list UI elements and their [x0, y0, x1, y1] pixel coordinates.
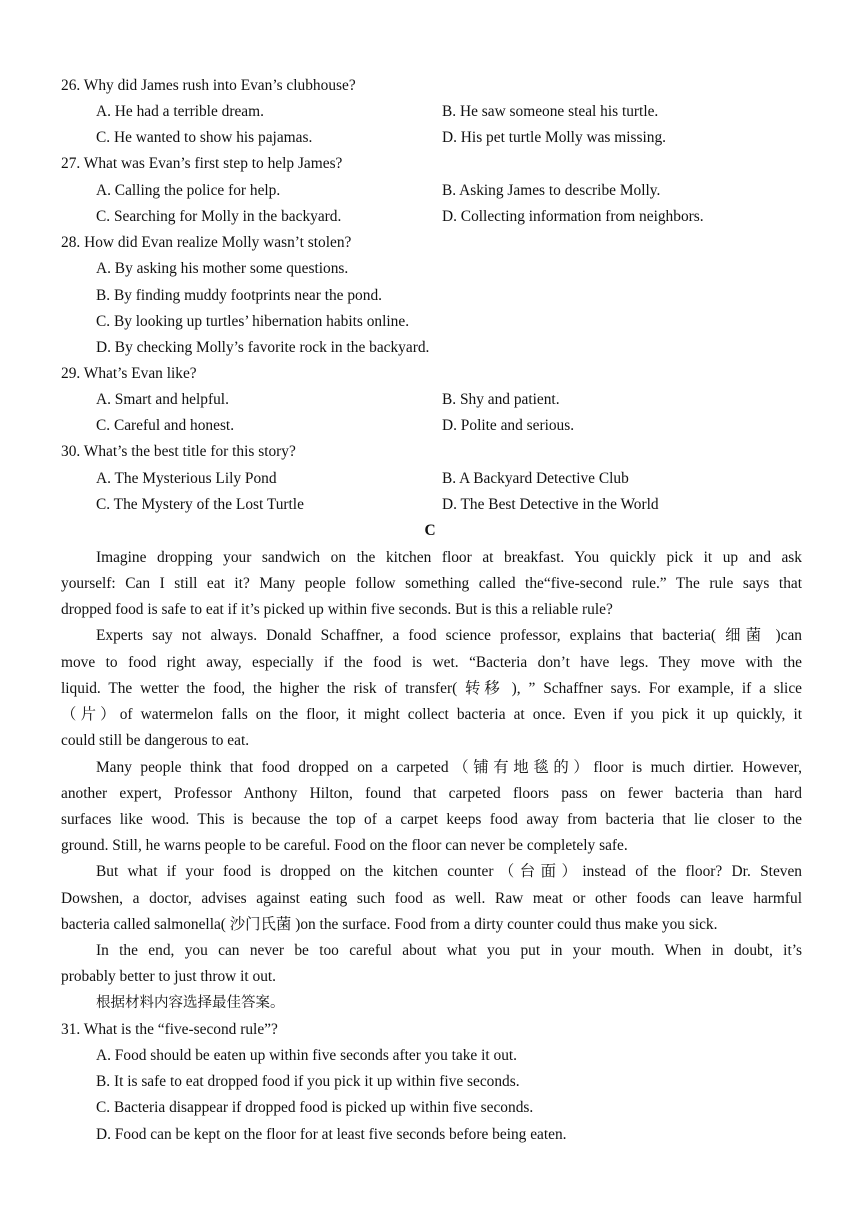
question-28-option-b: B. By finding muddy footprints near the pond. [96, 287, 382, 304]
question-31-option-c: C. Bacteria disappear if dropped food is picked up within five seconds. [96, 1099, 534, 1116]
question-27-option-b: B. Asking James to describe Molly. [442, 182, 661, 199]
question-30-option-d: D. The Best Detective in the World [442, 496, 659, 513]
passage-line: Imagine dropping your sandwich on the kitchen floor at breakfast. You quickly pick it up and ask [96, 549, 802, 566]
question-30-option-b: B. A Backyard Detective Club [442, 470, 629, 487]
question-26-option-c: C. He wanted to show his pajamas. [96, 129, 313, 146]
question-26-option-a: A. He had a terrible dream. [96, 103, 264, 120]
question-28-option-a: A. By asking his mother some questions. [96, 260, 349, 277]
passage-line: But what if your food is dropped on the kitchen counter（台面）instead of the floor? Dr. Steven [96, 863, 802, 880]
question-27-option-a: A. Calling the police for help. [96, 182, 281, 199]
question-26-stem: 26. Why did James rush into Evan’s clubhouse? [61, 77, 356, 94]
passage-line: In the end, you can never be too careful about what you put in your mouth. When in doubt, it’s [96, 942, 802, 959]
question-30-option-a: A. The Mysterious Lily Pond [96, 470, 277, 487]
question-30-option-c: C. The Mystery of the Lost Turtle [96, 496, 304, 513]
passage-line: could still be dangerous to eat. [61, 732, 250, 749]
passage-line: （片）of watermelon falls on the floor, it might collect bacteria at once. Even if you pick it up quickly, it [61, 706, 802, 723]
passage-line: surfaces like wood. This is because the top of a carpet keeps food away from bacteria that lie closer to the [61, 811, 802, 828]
question-27-option-d: D. Collecting information from neighbors. [442, 208, 704, 225]
question-29-option-a: A. Smart and helpful. [96, 391, 229, 408]
question-29-stem: 29. What’s Evan like? [61, 365, 197, 382]
question-29-option-d: D. Polite and serious. [442, 417, 575, 434]
question-27-stem: 27. What was Evan’s first step to help James? [61, 155, 343, 172]
passage-line: dropped food is safe to eat if it’s picked up within five seconds. But is this a reliable rule? [61, 601, 613, 618]
passage-line: Dowshen, a doctor, advises against eating such food as well. Raw meat or other foods can leave harmful [61, 890, 802, 907]
question-29-option-c: C. Careful and honest. [96, 417, 235, 434]
question-31-option-d: D. Food can be kept on the floor for at least five seconds before being eaten. [96, 1126, 567, 1143]
passage-line: probably better to just throw it out. [61, 968, 277, 985]
passage-line: another expert, Professor Anthony Hilton, found that carpeted floors pass on fewer bacteria than hard [61, 785, 802, 802]
question-28-option-d: D. By checking Molly’s favorite rock in the backyard. [96, 339, 430, 356]
passage-line: ground. Still, he warns people to be careful. Food on the floor can never be completely safe. [61, 837, 628, 854]
instruction-text: 根据材料内容选择最佳答案。 [96, 995, 285, 1011]
question-29-option-b: B. Shy and patient. [442, 391, 560, 408]
question-28-stem: 28. How did Evan realize Molly wasn’t stolen? [61, 234, 352, 251]
passage-line: Many people think that food dropped on a carpeted（铺有地毯的）floor is much dirtier. However, [96, 759, 802, 776]
passage-line: move to food right away, especially if the food is wet. “Bacteria don’t have legs. They move with the [61, 654, 802, 671]
question-31-option-a: A. Food should be eaten up within five seconds after you take it out. [96, 1047, 518, 1064]
question-31-option-b: B. It is safe to eat dropped food if you pick it up within five seconds. [96, 1073, 520, 1090]
question-28-option-c: C. By looking up turtles’ hibernation habits online. [96, 313, 410, 330]
question-26-option-b: B. He saw someone steal his turtle. [442, 103, 659, 120]
question-26-option-d: D. His pet turtle Molly was missing. [442, 129, 667, 146]
passage-line: Experts say not always. Donald Schaffner, a food science professor, explains that bacteria( 细菌 )can [96, 627, 802, 644]
question-27-option-c: C. Searching for Molly in the backyard. [96, 208, 342, 225]
passage-line: bacteria called salmonella( 沙门氏菌 )on the surface. Food from a dirty counter could thus make you sick. [61, 916, 718, 933]
question-30-stem: 30. What’s the best title for this story? [61, 443, 296, 460]
passage-line: liquid. The wetter the food, the higher the risk of transfer( 转移 ), ” Schaffner says. For example, if a slice [61, 680, 802, 697]
section-heading: C [424, 522, 436, 539]
passage-line: yourself: Can I still eat it? Many people follow something called the“five-second rule.” The rule says that [61, 575, 802, 592]
question-31-stem: 31. What is the “five-second rule”? [61, 1021, 278, 1038]
